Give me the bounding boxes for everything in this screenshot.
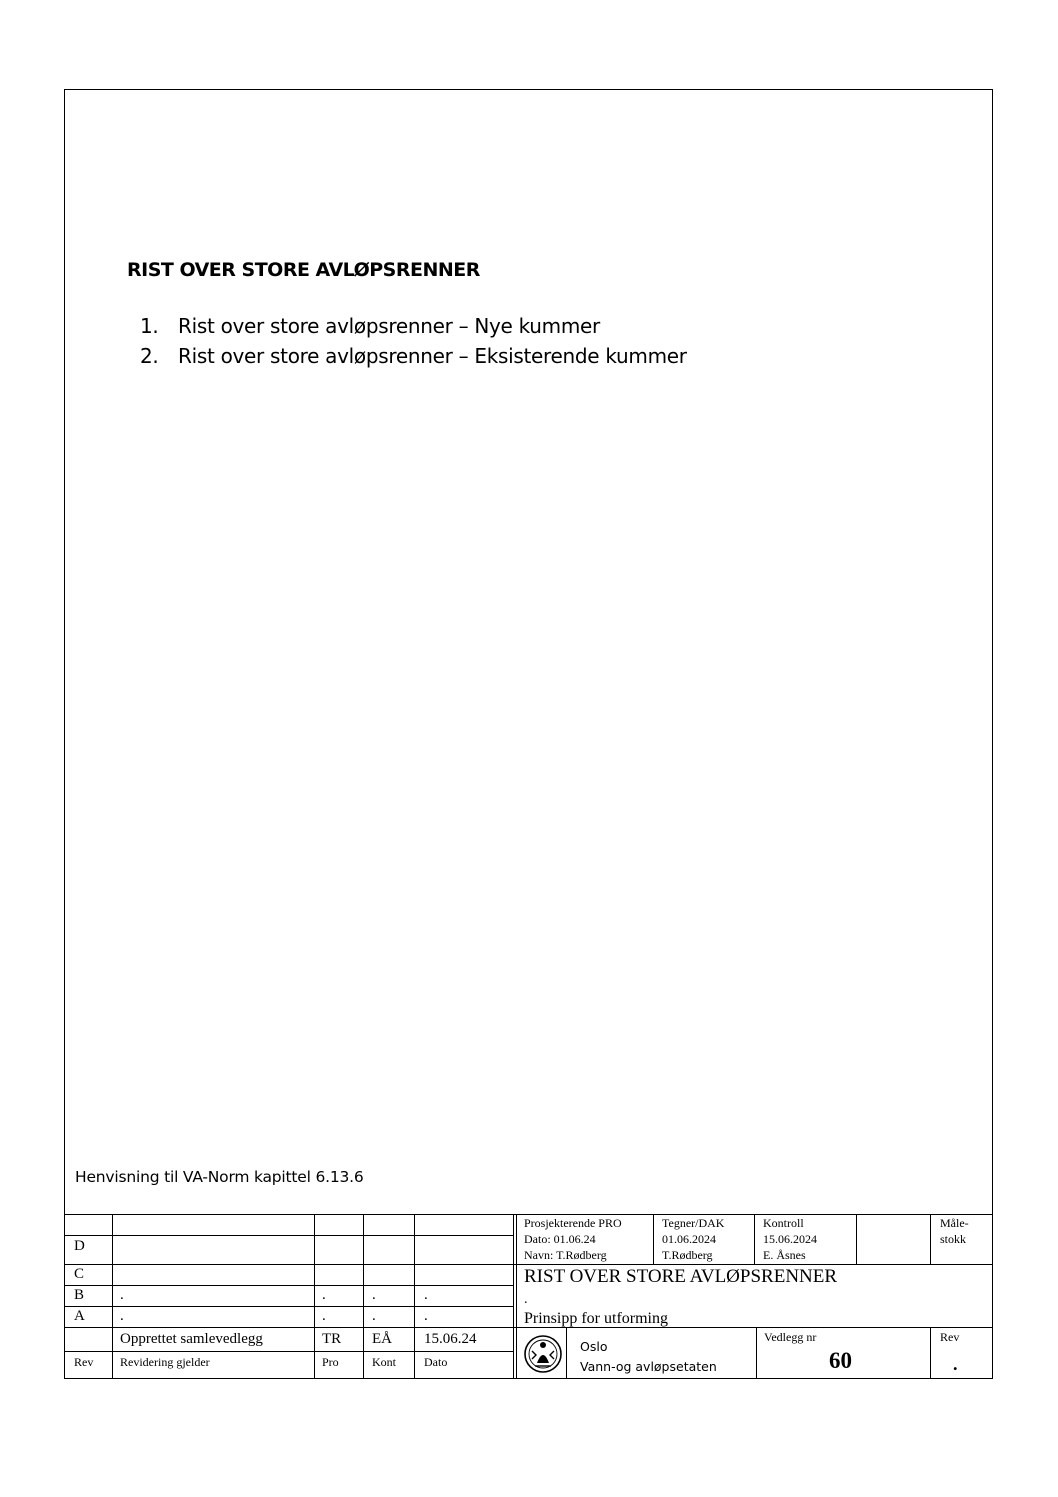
- rev-label: Rev: [940, 1330, 960, 1344]
- rev-dato: 15.06.24: [424, 1331, 477, 1347]
- tegner-navn: T.Rødberg: [662, 1248, 713, 1262]
- rev-pro: .: [322, 1287, 326, 1303]
- header-kont: Kont: [372, 1355, 396, 1369]
- kontroll-dato: 15.06.2024: [763, 1232, 817, 1246]
- tegner-dato: 01.06.2024: [662, 1232, 716, 1246]
- prosjekterende-navn: Navn: T.Rødberg: [524, 1248, 607, 1262]
- list-item: [140, 344, 687, 374]
- rev-kont: .: [372, 1308, 376, 1324]
- content-list: [140, 314, 687, 374]
- rev-description: .: [120, 1287, 124, 1303]
- rev-description: .: [120, 1308, 124, 1324]
- document-title: RIST OVER STORE AVLØPSRENNER: [127, 259, 480, 281]
- rev-letter: B: [74, 1287, 85, 1303]
- drawing-title: RIST OVER STORE AVLØPSRENNER: [524, 1266, 838, 1287]
- oslo-seal-icon: [523, 1333, 563, 1375]
- list-item: [140, 314, 687, 344]
- drawing-title-dot: .: [524, 1292, 528, 1307]
- org-city: Oslo: [580, 1339, 608, 1354]
- rev-kont: .: [372, 1287, 376, 1303]
- prosjekterende-label: Prosjekterende PRO: [524, 1216, 622, 1230]
- rev-dato: .: [424, 1287, 428, 1303]
- rev-value: .: [953, 1354, 958, 1374]
- org-agency: Vann-og avløpsetaten: [580, 1359, 717, 1374]
- list-item-text: Rist over store avløpsrenner – Nye kummer: [178, 314, 600, 338]
- list-item-text: Rist over store avløpsrenner – Eksisterende kummer: [178, 344, 687, 368]
- header-dato: Dato: [424, 1355, 448, 1369]
- malestokk-label-2: stokk: [940, 1232, 967, 1246]
- rev-letter: A: [74, 1308, 85, 1324]
- prosjekterende-dato: Dato: 01.06.24: [524, 1232, 596, 1246]
- header-pro: Pro: [322, 1355, 339, 1369]
- kontroll-navn: E. Åsnes: [763, 1248, 806, 1262]
- malestokk-label-1: Måle-: [940, 1216, 969, 1230]
- rev-description: Opprettet samlevedlegg: [120, 1331, 263, 1347]
- drawing-subtitle: Prinsipp for utforming: [524, 1310, 668, 1327]
- rev-kont: EÅ: [372, 1331, 392, 1347]
- list-item-number: 2.: [140, 344, 159, 368]
- header-revidering: Revidering gjelder: [120, 1355, 210, 1369]
- vedlegg-label: Vedlegg nr: [764, 1330, 817, 1344]
- rev-pro: TR: [322, 1331, 342, 1347]
- reference-note: Henvisning til VA-Norm kapittel 6.13.6: [75, 1168, 364, 1186]
- list-item-number: 1.: [140, 314, 159, 338]
- tegner-label: Tegner/DAK: [662, 1216, 725, 1230]
- rev-letter: C: [74, 1266, 85, 1282]
- vedlegg-number: 60: [829, 1348, 852, 1373]
- kontroll-label: Kontroll: [763, 1216, 804, 1230]
- rev-letter: D: [74, 1238, 85, 1254]
- rev-dato: .: [424, 1308, 428, 1324]
- rev-pro: .: [322, 1308, 326, 1324]
- header-rev: Rev: [74, 1355, 94, 1369]
